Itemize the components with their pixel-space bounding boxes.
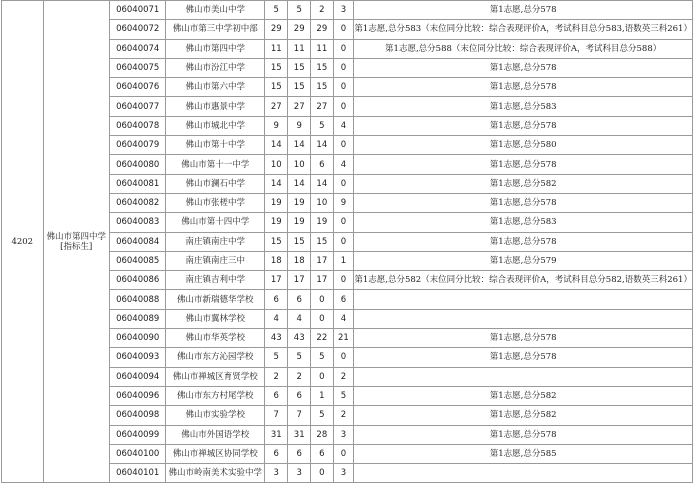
admitted-count: 5 [311, 406, 333, 425]
remaining-count: 3 [333, 425, 354, 444]
plan-count: 2 [288, 367, 311, 386]
remaining-count: 0 [333, 174, 354, 193]
junior-school-name: 佛山市第三中学初中部 [166, 20, 265, 39]
junior-school-code: 06040093 [109, 348, 165, 367]
admitted-count: 0 [311, 309, 333, 328]
admission-note [354, 290, 693, 309]
group-school-quota-type: [指标生] [60, 241, 93, 252]
group-school-name: 佛山市第四中学 [46, 231, 106, 242]
junior-school-name: 佛山市东方村尾学校 [166, 386, 265, 405]
admission-note: 第1志愿,总分580 [354, 136, 693, 155]
junior-school-code: 06040100 [109, 444, 165, 463]
remaining-count: 1 [333, 251, 354, 270]
admission-note: 第1志愿,总分578 [354, 58, 693, 77]
junior-school-name: 佛山市惠景中学 [166, 97, 265, 116]
quota-count: 15 [265, 232, 288, 251]
remaining-count: 6 [333, 290, 354, 309]
admitted-count: 5 [311, 116, 333, 135]
junior-school-name: 南庄镇吉利中学 [166, 271, 265, 290]
quota-count: 29 [265, 20, 288, 39]
junior-school-code: 06040071 [109, 1, 165, 20]
junior-school-code: 06040076 [109, 78, 165, 97]
junior-school-code: 06040078 [109, 116, 165, 135]
admitted-count: 0 [311, 464, 333, 483]
quota-count: 5 [265, 1, 288, 20]
quota-count: 17 [265, 271, 288, 290]
plan-count: 31 [288, 425, 311, 444]
admission-note: 第1志愿,总分578 [354, 425, 693, 444]
group-code-cell: 4202 [2, 1, 44, 483]
junior-school-code: 06040089 [109, 309, 165, 328]
junior-school-code: 06040086 [109, 271, 165, 290]
admission-note: 第1志愿,总分579 [354, 251, 693, 270]
admission-note [354, 464, 693, 483]
remaining-count: 2 [333, 367, 354, 386]
admission-note: 第1志愿,总分583 [354, 97, 693, 116]
admitted-count: 29 [311, 20, 333, 39]
plan-count: 11 [288, 39, 311, 58]
quota-count: 19 [265, 213, 288, 232]
quota-count: 15 [265, 58, 288, 77]
admission-note: 第1志愿,总分582 [354, 386, 693, 405]
admitted-count: 5 [311, 348, 333, 367]
quota-count: 14 [265, 174, 288, 193]
admission-note: 第1志愿,总分583（末位同分比较：综合表现评价A，考试科目总分583,语数英三科261） [354, 20, 693, 39]
remaining-count: 0 [333, 78, 354, 97]
remaining-count: 0 [333, 213, 354, 232]
admission-note: 第1志愿,总分578 [354, 193, 693, 212]
plan-count: 43 [288, 329, 311, 348]
quota-count: 6 [265, 290, 288, 309]
junior-school-name: 佛山市禅城区育贤学校 [166, 367, 265, 386]
quota-count: 2 [265, 367, 288, 386]
junior-school-code: 06040082 [109, 193, 165, 212]
junior-school-code: 06040090 [109, 329, 165, 348]
admission-note: 第1志愿,总分578 [354, 155, 693, 174]
admission-note: 第1志愿,总分588（末位同分比较：综合表现评价A，考试科目总分588） [354, 39, 693, 58]
admitted-count: 17 [311, 251, 333, 270]
junior-school-code: 06040094 [109, 367, 165, 386]
remaining-count: 0 [333, 271, 354, 290]
admission-note [354, 367, 693, 386]
plan-count: 19 [288, 193, 311, 212]
junior-school-name: 佛山市美山中学 [166, 1, 265, 20]
remaining-count: 9 [333, 193, 354, 212]
plan-count: 15 [288, 58, 311, 77]
plan-count: 19 [288, 213, 311, 232]
junior-school-name: 佛山市第四中学 [166, 39, 265, 58]
quota-count: 14 [265, 136, 288, 155]
admitted-count: 28 [311, 425, 333, 444]
plan-count: 4 [288, 309, 311, 328]
junior-school-code: 06040096 [109, 386, 165, 405]
admission-note: 第1志愿,总分578 [354, 78, 693, 97]
quota-count: 27 [265, 97, 288, 116]
junior-school-code: 06040075 [109, 58, 165, 77]
quota-count: 15 [265, 78, 288, 97]
quota-count: 19 [265, 193, 288, 212]
plan-count: 6 [288, 290, 311, 309]
plan-count: 15 [288, 78, 311, 97]
plan-count: 6 [288, 386, 311, 405]
plan-count: 29 [288, 20, 311, 39]
plan-count: 15 [288, 232, 311, 251]
junior-school-name: 佛山市澜石中学 [166, 174, 265, 193]
table-body [2, 1, 693, 483]
remaining-count: 5 [333, 386, 354, 405]
admitted-count: 6 [311, 444, 333, 463]
admission-note: 第1志愿,总分585 [354, 444, 693, 463]
junior-school-name: 佛山市华英学校 [166, 329, 265, 348]
plan-count: 5 [288, 348, 311, 367]
remaining-count: 0 [333, 39, 354, 58]
quota-count: 31 [265, 425, 288, 444]
remaining-count: 2 [333, 406, 354, 425]
table-row [2, 1, 693, 20]
junior-school-code: 06040098 [109, 406, 165, 425]
quota-count: 7 [265, 406, 288, 425]
junior-school-code: 06040077 [109, 97, 165, 116]
junior-school-name: 佛山市汾江中学 [166, 58, 265, 77]
quota-count: 5 [265, 348, 288, 367]
admission-note: 第1志愿,总分578 [354, 329, 693, 348]
junior-school-code: 06040072 [109, 20, 165, 39]
junior-school-name: 佛山市东方沁园学校 [166, 348, 265, 367]
plan-count: 18 [288, 251, 311, 270]
admitted-count: 0 [311, 367, 333, 386]
remaining-count: 3 [333, 1, 354, 20]
junior-school-name: 佛山市城北中学 [166, 116, 265, 135]
junior-school-name: 佛山市第十一中学 [166, 155, 265, 174]
admitted-count: 10 [311, 193, 333, 212]
junior-school-name: 佛山市实验学校 [166, 406, 265, 425]
admission-note: 第1志愿,总分582（末位同分比较：综合表现评价A，考试科目总分582,语数英三科261） [354, 271, 693, 290]
junior-school-code: 06040083 [109, 213, 165, 232]
junior-school-name: 南庄镇南庄三中 [166, 251, 265, 270]
junior-school-code: 06040074 [109, 39, 165, 58]
quota-count: 18 [265, 251, 288, 270]
junior-school-name: 佛山市岭南美术实验中学 [166, 464, 265, 483]
plan-count: 7 [288, 406, 311, 425]
quota-count: 11 [265, 39, 288, 58]
remaining-count: 4 [333, 309, 354, 328]
remaining-count: 4 [333, 155, 354, 174]
admission-note: 第1志愿,总分578 [354, 232, 693, 251]
remaining-count: 21 [333, 329, 354, 348]
admission-note: 第1志愿,总分582 [354, 174, 693, 193]
quota-count: 4 [265, 309, 288, 328]
remaining-count: 0 [333, 348, 354, 367]
junior-school-name: 佛山市新瑞德华学校 [166, 290, 265, 309]
junior-school-name: 佛山市外国语学校 [166, 425, 265, 444]
admitted-count: 2 [311, 1, 333, 20]
junior-school-code: 06040088 [109, 290, 165, 309]
remaining-count: 3 [333, 464, 354, 483]
quota-count: 10 [265, 155, 288, 174]
admission-note: 第1志愿,总分578 [354, 116, 693, 135]
quota-count: 3 [265, 464, 288, 483]
junior-school-code: 06040084 [109, 232, 165, 251]
junior-school-code: 06040101 [109, 464, 165, 483]
admitted-count: 0 [311, 290, 333, 309]
admitted-count: 15 [311, 78, 333, 97]
admission-note: 第1志愿,总分578 [354, 348, 693, 367]
plan-count: 27 [288, 97, 311, 116]
remaining-count: 0 [333, 20, 354, 39]
admitted-count: 15 [311, 232, 333, 251]
remaining-count: 0 [333, 97, 354, 116]
plan-count: 6 [288, 444, 311, 463]
junior-school-code: 06040085 [109, 251, 165, 270]
junior-school-code: 06040099 [109, 425, 165, 444]
plan-count: 14 [288, 174, 311, 193]
plan-count: 3 [288, 464, 311, 483]
admitted-count: 11 [311, 39, 333, 58]
junior-school-name: 佛山市第六中学 [166, 78, 265, 97]
remaining-count: 0 [333, 58, 354, 77]
admission-note [354, 309, 693, 328]
junior-school-code: 06040081 [109, 174, 165, 193]
quota-count: 43 [265, 329, 288, 348]
remaining-count: 0 [333, 444, 354, 463]
plan-count: 17 [288, 271, 311, 290]
admitted-count: 1 [311, 386, 333, 405]
admission-table [1, 0, 693, 483]
admitted-count: 19 [311, 213, 333, 232]
admitted-count: 27 [311, 97, 333, 116]
remaining-count: 0 [333, 232, 354, 251]
junior-school-code: 06040079 [109, 136, 165, 155]
admission-note: 第1志愿,总分583 [354, 213, 693, 232]
junior-school-name: 南庄镇南庄中学 [166, 232, 265, 251]
junior-school-name: 佛山市第十中学 [166, 136, 265, 155]
junior-school-name: 佛山市禅城区协同学校 [166, 444, 265, 463]
junior-school-name: 佛山市张槎中学 [166, 193, 265, 212]
junior-school-name: 佛山市翼林学校 [166, 309, 265, 328]
junior-school-name: 佛山市第十四中学 [166, 213, 265, 232]
admitted-count: 15 [311, 58, 333, 77]
admission-note: 第1志愿,总分578 [354, 1, 693, 20]
quota-count: 6 [265, 386, 288, 405]
remaining-count: 0 [333, 136, 354, 155]
quota-count: 6 [265, 444, 288, 463]
quota-count: 9 [265, 116, 288, 135]
plan-count: 10 [288, 155, 311, 174]
admitted-count: 6 [311, 155, 333, 174]
remaining-count: 4 [333, 116, 354, 135]
admitted-count: 22 [311, 329, 333, 348]
plan-count: 5 [288, 1, 311, 20]
admitted-count: 17 [311, 271, 333, 290]
admission-note: 第1志愿,总分582 [354, 406, 693, 425]
plan-count: 14 [288, 136, 311, 155]
junior-school-code: 06040080 [109, 155, 165, 174]
admitted-count: 14 [311, 136, 333, 155]
admitted-count: 14 [311, 174, 333, 193]
group-school-cell [43, 1, 109, 483]
plan-count: 9 [288, 116, 311, 135]
